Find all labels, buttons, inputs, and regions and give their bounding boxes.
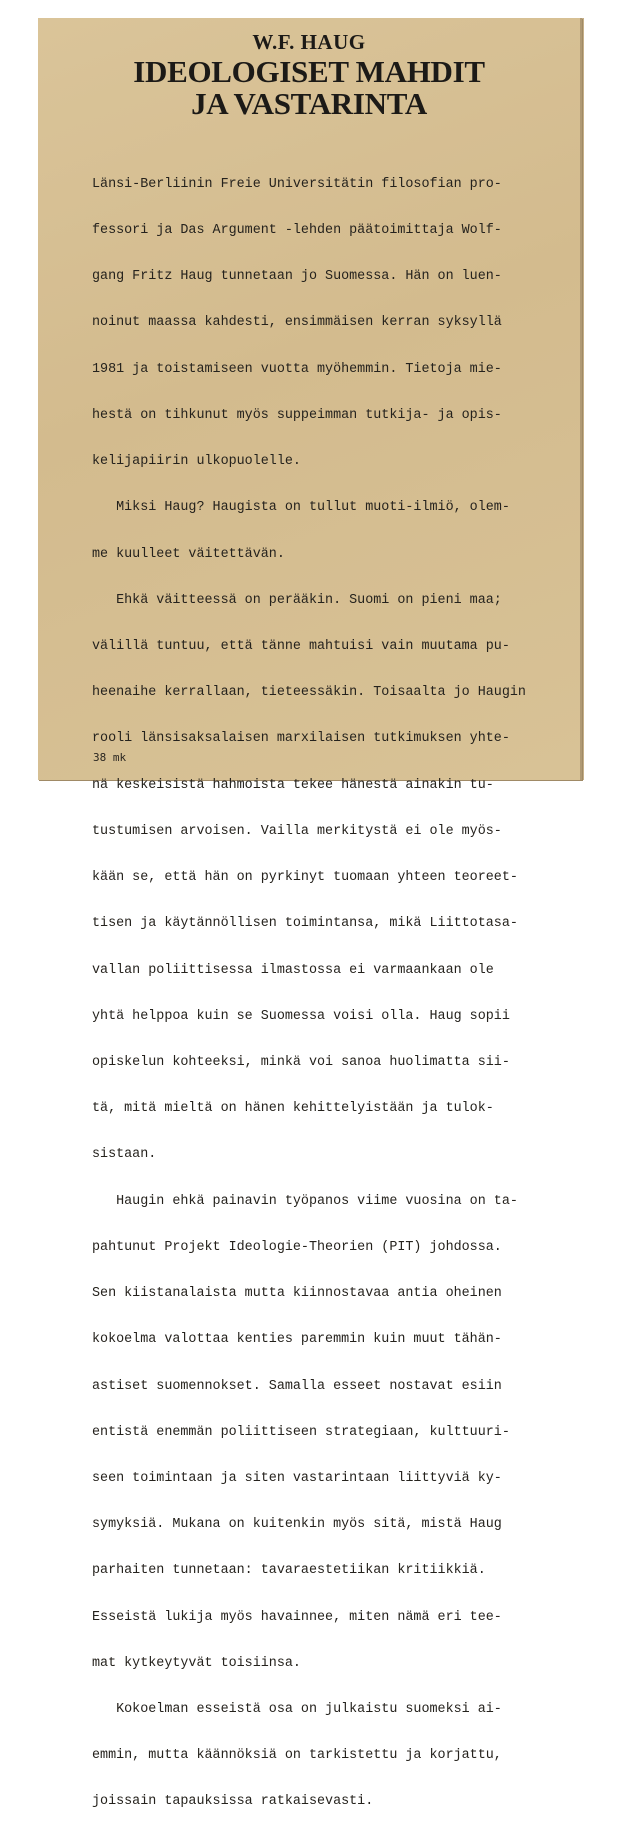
book-back-cover <box>38 18 582 1810</box>
blurb-line: 1981 ja toistamiseen vuotta myöhemmin. Tietoja mie- <box>92 361 502 377</box>
blurb-line: fessori ja Das Argument -lehden päätoimittaja Wolf- <box>92 223 502 239</box>
blurb-line: välillä tuntuu, että tänne mahtuisi vain muutama pu- <box>92 639 510 654</box>
blurb-line: gang Fritz Haug tunnetaan jo Suomessa. Hän on luen- <box>92 269 502 285</box>
blurb-line: me kuulleet väitettävän. <box>92 546 285 562</box>
blurb-line: symyksiä. Mukana on kuitenkin myös sitä, mistä Haug <box>92 1517 502 1533</box>
blurb-line: tä, mitä mieltä on hänen kehittelyistään ja tulok- <box>92 1101 494 1117</box>
author-name: W.F. HAUG <box>252 30 366 54</box>
blurb-line: rooli länsisaksalaisen marxilaisen tutkimuksen yhte- <box>92 731 510 747</box>
blurb-line: Haugin ehkä painavin työpanos viime vuosina on ta- <box>92 1193 518 1209</box>
blurb-line: Miksi Haug? Haugista on tullut muoti-ilmiö, olem- <box>92 500 510 516</box>
title-line-2: JA VASTARINTA <box>191 86 427 121</box>
blurb-line: parhaiten tunnetaan: tavaraestetiikan kritiikkiä. <box>92 1563 486 1579</box>
blurb-text <box>92 146 562 1841</box>
blurb-line: mat kytkeytyvät toisiinsa. <box>92 1655 301 1671</box>
blurb-line: tisen ja käytännöllisen toimintansa, mikä Liittotasa- <box>92 916 518 932</box>
book-title <box>38 56 580 120</box>
blurb-line: pahtunut Projekt Ideologie-Theorien (PIT) johdossa. <box>92 1239 502 1255</box>
blurb-line: astiset suomennokset. Samalla esseet nostavat esiin <box>92 1378 502 1394</box>
blurb-line: opiskelun kohteeksi, minkä voi sanoa huolimatta sii- <box>92 1054 510 1070</box>
blurb-line: yhtä helppoa kuin se Suomessa voisi olla. Haug sopii <box>92 1008 510 1024</box>
blurb-line: vallan poliittisessa ilmastossa ei varmaankaan ole <box>92 962 494 978</box>
blurb-line: seen toimintaan ja siten vastarintaan liittyviä ky- <box>92 1470 502 1486</box>
blurb-line: Esseistä lukija myös havainnee, miten nämä eri tee- <box>92 1609 502 1625</box>
blurb-line: tustumisen arvoisen. Vailla merkitystä ei ole myös- <box>92 823 502 839</box>
blurb-line: kelijapiirin ulkopuolelle. <box>92 454 301 470</box>
blurb-line: heenaihe kerrallaan, tieteessäkin. Toisaalta jo Haugin <box>92 685 526 701</box>
blurb-line: kään se, että hän on pyrkinyt tuomaan yhteen teoreet- <box>92 870 518 886</box>
price-label: 38 mk <box>93 751 127 764</box>
blurb-line: noinut maassa kahdesti, ensimmäisen kerran syksyllä <box>92 315 502 331</box>
blurb-line: Ehkä väitteessä on perääkin. Suomi on pieni maa; <box>92 592 502 608</box>
blurb-line: Kokoelman esseistä osa on julkaistu suomeksi ai- <box>92 1702 502 1718</box>
blurb-line: nä keskeisistä hahmoista tekee hänestä ainakin tu- <box>92 777 494 793</box>
blurb-line: kokoelma valottaa kenties paremmin kuin muut tähän- <box>92 1332 502 1348</box>
blurb-line: hestä on tihkunut myös suppeimman tutkija- ja opis- <box>92 407 502 423</box>
blurb-line: emmin, mutta käännöksiä on tarkistettu ja korjattu, <box>92 1748 502 1764</box>
blurb-line: Länsi-Berliinin Freie Universitätin filosofian pro- <box>92 176 502 192</box>
blurb-line: entistä enemmän poliittiseen strategiaan, kulttuuri- <box>92 1424 510 1440</box>
blurb-line: joissain tapauksissa ratkaisevasti. <box>92 1794 374 1810</box>
blurb-line: sistaan. <box>92 1147 157 1163</box>
blurb-line: Sen kiistanalaista mutta kiinnostavaa antia oheinen <box>92 1286 502 1302</box>
title-line-1: IDEOLOGISET MAHDIT <box>133 54 485 89</box>
